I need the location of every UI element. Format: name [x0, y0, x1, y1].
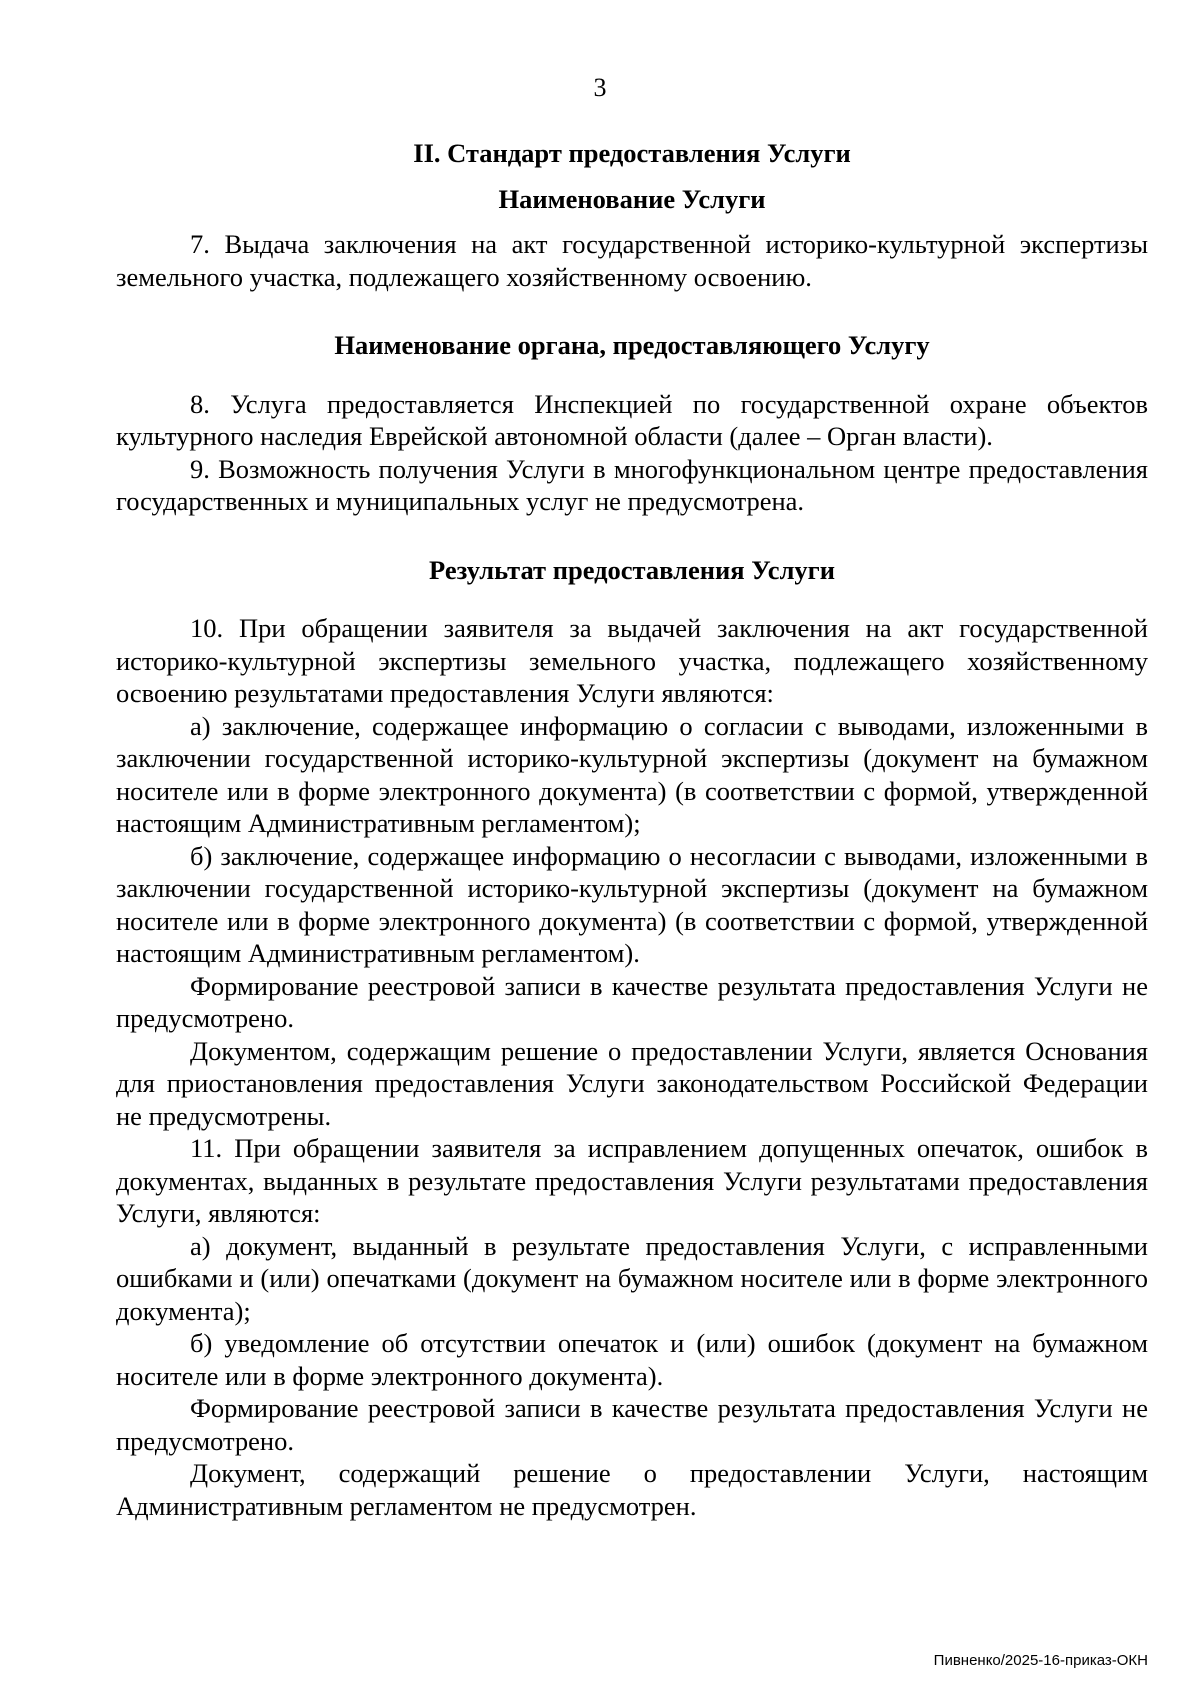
paragraph-11a: а) документ, выданный в результате предоставления Услуги, с исправленными ошибками и (или) опечатками (документ на бумажном носителе или в форме электронного документа);	[116, 1230, 1148, 1326]
section-title: II. Стандарт предоставления Услуги	[413, 138, 851, 168]
paragraph-8: 8. Услуга предоставляется Инспекцией по государственной охране объектов культурного наследия Еврейской автономной области (далее – Орган власти).	[116, 388, 1148, 451]
paragraph-10b: б) заключение, содержащее информацию о несогласии с выводами, изложенными в заключении государственной историко-культурной экспертизы (документ на бумажном носителе или в форме электронного документа) (в соответствии с формой, утвержденной настоящим Административным регламентом).	[116, 840, 1148, 968]
document-code: Пивненко/2025-16-приказ-ОКН	[933, 1652, 1148, 1669]
paragraph-11-registry: Формирование реестровой записи в качестве результата предоставления Услуги не предусмотрено.	[116, 1393, 1148, 1456]
heading-authority-name: Наименование органа, предоставляющего Услугу	[334, 330, 930, 360]
heading-service-name: Наименование Услуги	[498, 183, 766, 214]
heading-result: Результат предоставления Услуги	[429, 554, 835, 585]
paragraph-11-decision: Документ, содержащий решение о предоставлении Услуги, настоящим Административным регламентом не предусмотрен.	[116, 1458, 1148, 1521]
paragraph-7: 7. Выдача заключения на акт государственной историко-культурной экспертизы земельного участка, подлежащего хозяйственному освоению.	[116, 229, 1148, 292]
paragraph-11: 11. При обращении заявителя за исправлением допущенных опечаток, ошибок в документах, выданных в результате предоставления Услуги результатами предоставления Услуги, являются:	[116, 1133, 1148, 1228]
paragraph-9: 9. Возможность получения Услуги в многофункциональном центре предоставления государственных и муниципальных услуг не предусмотрена.	[116, 453, 1148, 516]
paragraph-11b: б) уведомление об отсутствии опечаток и (или) ошибок (документ на бумажном носителе или в форме электронного документа).	[116, 1328, 1148, 1391]
document-body	[116, 137, 1148, 1522]
page-number: 3	[593, 73, 607, 102]
paragraph-10-decision: Документом, содержащим решение о предоставлении Услуги, является Основания для приостановления предоставления Услуги законодательством Российской Федерации не предусмотрены.	[116, 1035, 1148, 1131]
paragraph-10a: а) заключение, содержащее информацию о согласии с выводами, изложенными в заключении государственной историко-культурной экспертизы (документ на бумажном носителе или в форме электронного документа) (в соответствии с формой, утвержденной настоящим Административным регламентом);	[116, 710, 1148, 838]
paragraph-10-registry: Формирование реестровой записи в качестве результата предоставления Услуги не предусмотрено.	[116, 970, 1148, 1033]
paragraph-10: 10. При обращении заявителя за выдачей заключения на акт государственной историко-культурной экспертизы земельного участка, подлежащего хозяйственному освоению результатами предоставления Услуги являются:	[116, 613, 1148, 708]
